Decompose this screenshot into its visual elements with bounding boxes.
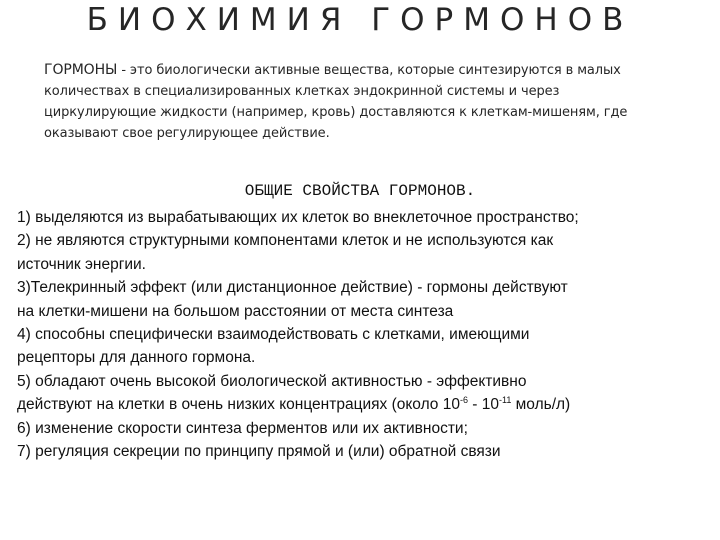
- property-line-9: [17, 393, 713, 416]
- property-line-2: 2) не являются структурными компонентами клеток и не используются как: [17, 232, 554, 250]
- property-line-8: 5) обладают очень высокой биологической активностью - эффективно: [17, 372, 527, 390]
- definition-line-2: количествах в специализированных клетках эндокринной системы и через: [44, 84, 560, 99]
- property-line-1: 1) выделяются из вырабатывающих их клеток во внеклеточное пространство;: [17, 209, 579, 226]
- property-line-3: источник энергии.: [17, 255, 146, 273]
- property-line-11: 7) регуляция секреции по принципу прямой и (или) обратной связи: [17, 443, 501, 461]
- properties-heading: ОБЩИЕ СВОЙСТВА ГОРМОНОВ.: [244, 182, 476, 200]
- hormone-definition: [44, 60, 704, 144]
- property-line-7: рецепторы для данного гормона.: [17, 349, 256, 367]
- page-title: БИОХИМИЯ ГОРМОНОВ: [86, 2, 634, 38]
- property-line-10: 6) изменение скорости синтеза ферментов или их активности;: [17, 419, 468, 437]
- concentration-exponent-1: -6: [459, 395, 468, 406]
- concentration-exponent-2: -11: [499, 395, 512, 406]
- concentration-text-middle: - 10: [467, 396, 499, 414]
- property-line-6: 4) способны специфически взаимодействовать с клетками, имеющими: [17, 326, 530, 344]
- definition-line-4: оказывают свое регулирующее действие.: [44, 126, 330, 141]
- definition-line-3: циркулирующие жидкости (например, кровь) доставляются к клеткам-мишеням, где: [44, 105, 628, 120]
- definition-text-1: - это биологически активные вещества, которые синтезируются в малых: [117, 63, 621, 78]
- properties-list: [17, 206, 713, 463]
- concentration-text-after: моль/л): [511, 396, 571, 414]
- definition-term: ГОРМОНЫ: [44, 62, 118, 78]
- property-line-4: 3)Телекринный эффект (или дистанционное действие) - гормоны действуют: [17, 279, 568, 297]
- concentration-text-before: действуют на клетки в очень низких концентрациях (около 10: [17, 396, 460, 414]
- property-line-5: на клетки-мишени на большом расстоянии от места синтеза: [17, 302, 454, 320]
- definition-line-1: [44, 60, 704, 81]
